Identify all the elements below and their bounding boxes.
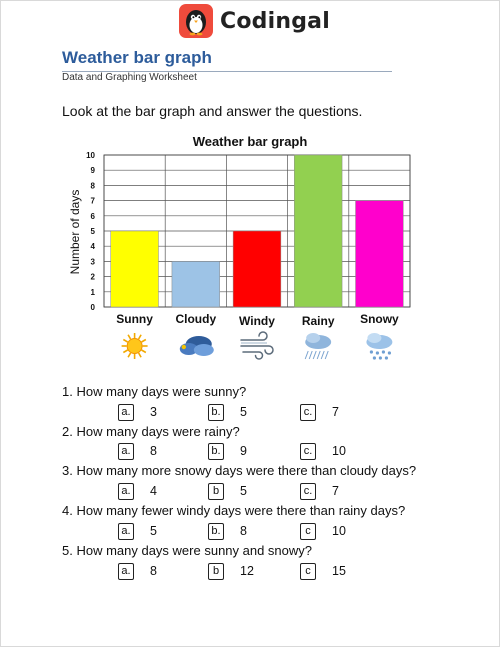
option-value: 5 xyxy=(240,405,247,419)
x-label-snowy: Snowy xyxy=(360,312,399,326)
codingal-logo xyxy=(179,4,330,38)
y-tick-label: 3 xyxy=(90,257,95,267)
option-letter-box[interactable]: a. xyxy=(118,443,134,460)
y-tick-label: 0 xyxy=(90,303,95,312)
x-label-cloudy: Cloudy xyxy=(175,312,217,326)
bar-rainy xyxy=(294,155,342,307)
x-label-rainy: Rainy xyxy=(301,314,335,328)
wind-icon xyxy=(241,332,273,359)
worksheet-title: Weather bar graph xyxy=(62,48,212,67)
option-letter-box[interactable]: c. xyxy=(300,443,316,460)
option-value: 8 xyxy=(150,444,157,458)
option-letter-box[interactable]: c xyxy=(300,563,316,580)
rain-cloud-icon xyxy=(305,333,331,359)
brand-name: Codingal xyxy=(220,8,330,34)
y-tick-label: 1 xyxy=(90,287,95,297)
y-tick-label: 9 xyxy=(90,166,95,176)
question-2: 2. How many days were rainy? xyxy=(62,424,240,439)
y-axis-label: Number of days xyxy=(68,189,82,275)
option-letter-box[interactable]: b. xyxy=(208,523,224,540)
option-value: 15 xyxy=(332,564,346,578)
option-value: 5 xyxy=(240,484,247,498)
weather-bar-chart xyxy=(60,128,420,378)
question-5: 5. How many days were sunny and snowy? xyxy=(62,543,313,558)
bar-sunny xyxy=(111,231,159,307)
y-tick-label: 2 xyxy=(90,272,95,282)
option-letter-box[interactable]: b xyxy=(208,483,224,500)
option-value: 3 xyxy=(150,405,157,419)
bar-snowy xyxy=(356,201,404,307)
option-letter-box[interactable]: b. xyxy=(208,404,224,421)
y-tick-label: 10 xyxy=(86,151,95,160)
x-label-windy: Windy xyxy=(239,314,275,328)
x-label-sunny: Sunny xyxy=(116,312,153,326)
bar-cloudy xyxy=(172,261,220,307)
option-letter-box[interactable]: a. xyxy=(118,404,134,421)
y-tick-label: 5 xyxy=(90,227,95,236)
option-value: 10 xyxy=(332,444,346,458)
penguin-icon xyxy=(179,4,213,38)
option-value: 8 xyxy=(150,564,157,578)
y-tick-label: 6 xyxy=(90,211,95,221)
option-letter-box[interactable]: c. xyxy=(300,483,316,500)
y-tick-label: 7 xyxy=(90,196,95,206)
option-value: 10 xyxy=(332,524,346,538)
question-1: 1. How many days were sunny? xyxy=(62,384,247,399)
weather-icons xyxy=(122,332,393,360)
y-axis-ticks xyxy=(86,151,95,312)
option-value: 7 xyxy=(332,484,339,498)
y-tick-label: 8 xyxy=(90,181,95,191)
cloud-icon xyxy=(180,336,214,356)
y-tick-label: 4 xyxy=(90,242,95,252)
snow-cloud-icon xyxy=(366,333,392,360)
option-value: 5 xyxy=(150,524,157,538)
option-value: 9 xyxy=(240,444,247,458)
chart-title: Weather bar graph xyxy=(192,134,308,149)
option-letter-box[interactable]: a. xyxy=(118,563,134,580)
option-value: 12 xyxy=(240,564,254,578)
option-letter-box[interactable]: a. xyxy=(118,483,134,500)
option-value: 8 xyxy=(240,524,247,538)
chart-bars xyxy=(111,155,404,307)
option-value: 7 xyxy=(332,405,339,419)
question-4: 4. How many fewer windy days were there than rainy days? xyxy=(62,503,406,518)
option-letter-box[interactable]: b. xyxy=(208,443,224,460)
bar-windy xyxy=(233,231,281,307)
x-axis-labels xyxy=(116,312,399,328)
option-letter-box[interactable]: a. xyxy=(118,523,134,540)
option-letter-box[interactable]: c. xyxy=(300,404,316,421)
option-letter-box[interactable]: b xyxy=(208,563,224,580)
option-value: 4 xyxy=(150,484,157,498)
instruction-text: Look at the bar graph and answer the questions. xyxy=(62,103,363,119)
sun-icon xyxy=(122,333,148,359)
question-3: 3. How many more snowy days were there than cloudy days? xyxy=(62,463,417,478)
worksheet-subtitle: Data and Graphing Worksheet xyxy=(62,72,197,83)
option-letter-box[interactable]: c xyxy=(300,523,316,540)
